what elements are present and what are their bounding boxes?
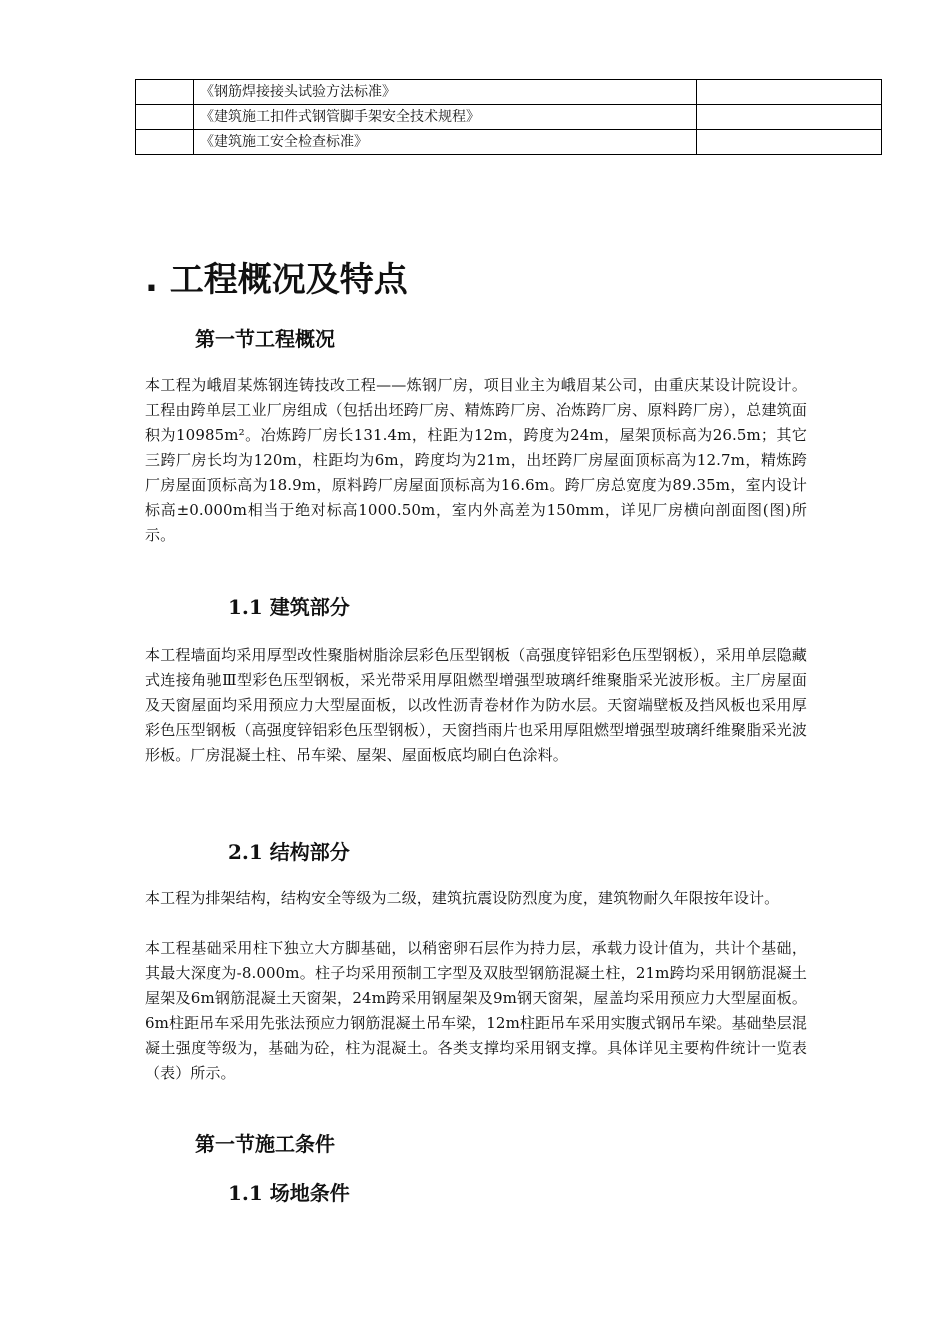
project-overview-paragraph: 本工程为峨眉某炼钢连铸技改工程——炼钢厂房，项目业主为峨眉某公司，由重庆某设计院设计。工程由跨单层工业厂房组成（包括出坯跨厂房、精炼跨厂房、冶炼跨厂房、原料跨厂房），总建筑面积为10985m²。冶炼跨厂房长131.4m，柱距为12m，跨度为24m，屋架顶标高为26.5m；其它三跨厂房长均为120m，柱距均为6m，跨度均为21m，出坯跨厂房屋面顶标高为12.7m，精炼跨厂房屋面顶标高为18.9m，原料跨厂房屋面顶标高为16.6m。跨厂房总宽度为89.35m，室内设计标高±0.000m相当于绝对标高1000.50m，室内外高差为150mm，详见厂房横向剖面图(图)所示。 [145, 376, 807, 544]
section-title-construction-conditions: 第一节施工条件 [195, 1132, 335, 1156]
subsection-title-structure: 2.1 结构部分 [228, 840, 350, 864]
subsection-title-architecture: 1.1 建筑部分 [228, 595, 350, 619]
subsection-title-site-conditions: 1.1 场地条件 [228, 1181, 350, 1205]
table-row [136, 80, 882, 105]
architecture-paragraph: 本工程墙面均采用厚型改性聚脂树脂涂层彩色压型钢板（高强度锌铝彩色压型钢板），采用单层隐藏式连接角驰Ⅲ型彩色压型钢板，采光带采用厚阻燃型增强型玻璃纤维聚脂采光波形板。主厂房屋面及天窗屋面均采用预应力大型屋面板，以改性沥青卷材作为防水层。天窗端壁板及挡风板也采用厚彩色压型钢板（高强度锌铝彩色压型钢板），天窗挡雨片也采用厚阻燃型增强型玻璃纤维聚脂采光波形板。厂房混凝土柱、吊车梁、屋架、屋面板底均刷白色涂料。 [145, 646, 807, 764]
table-cell-standard-name: 《钢筋焊接接头试验方法标准》 [194, 80, 697, 105]
table-cell-note [697, 130, 882, 155]
table-row [136, 105, 882, 130]
table-cell-note [697, 105, 882, 130]
table-cell-number [136, 105, 194, 130]
reference-standards-table [135, 79, 882, 155]
table-cell-number [136, 80, 194, 105]
section-title-project-overview: 第一节工程概况 [195, 327, 335, 351]
structure-paragraph-2: 本工程基础采用柱下独立大方脚基础，以稍密卵石层作为持力层，承载力设计值为，共计个基础，其最大深度为-8.000m。柱子均采用预制工字型及双肢型钢筋混凝土柱，21m跨均采用钢筋混凝土屋架及6m钢筋混凝土天窗架，24m跨采用钢屋架及9m钢天窗架，屋盖均采用预应力大型屋面板。6m柱距吊车采用先张法预应力钢筋混凝土吊车梁，12m柱距吊车采用实腹式钢吊车梁。基础垫层混凝土强度等级为，基础为砼，柱为混凝土。各类支撑均采用钢支撑。具体详见主要构件统计一览表（表）所示。 [145, 939, 807, 1082]
table-cell-number [136, 130, 194, 155]
table-cell-note [697, 80, 882, 105]
table-cell-standard-name: 《建筑施工安全检查标准》 [194, 130, 697, 155]
structure-paragraph-1: 本工程为排架结构，结构安全等级为二级，建筑抗震设防烈度为度，建筑物耐久年限按年设计。 [145, 889, 780, 907]
table-cell-standard-name: 《建筑施工扣件式钢管脚手架安全技术规程》 [194, 105, 697, 130]
chapter-title: . 工程概况及特点 [145, 260, 408, 300]
table-row [136, 130, 882, 155]
